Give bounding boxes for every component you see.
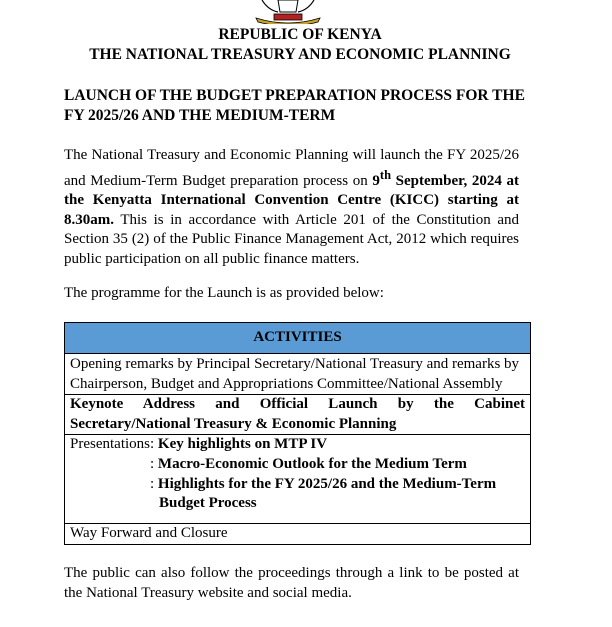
intro-text-2: This is in accordance with Article 201 of the Constitution and Section 35 (2) of the Public Finance Management Act, 2012 which requires public participation on all public finance matters.	[64, 211, 519, 267]
intro-text-1: The National Treasury and Economic Planning will launch the FY 2025/26 and Medium-Term Budget preparation process on	[64, 147, 519, 189]
presentation-item: Key highlights on MTP IV	[157, 436, 328, 453]
presentation-item: Highlights for the FY 2025/26 and the Medium-Term	[157, 475, 497, 492]
intro-paragraph	[64, 146, 519, 270]
coat-of-arms-emblem	[248, 0, 328, 24]
presentations-label: Presentations:	[70, 436, 158, 453]
table-row: Presentations: Key highlights on MTP IV : Macro-Economic Outlook for the Medium Term : Highlights for the FY 2025/26 and the Medium-Term Budget Process	[65, 435, 531, 524]
closing-paragraph: The public can also follow the proceedings through a link to be posted at the National Treasury website and social media.	[64, 565, 519, 601]
table-header: ACTIVITIES	[65, 323, 531, 354]
programme-intro: The programme for the Launch is as provided below:	[64, 285, 384, 301]
presentation-item-cont: Budget Process	[159, 495, 257, 512]
table-row: Way Forward and Closure	[65, 524, 531, 545]
presentation-item: Macro-Economic Outlook for the Medium Term	[157, 455, 467, 472]
header-ministry: THE NATIONAL TREASURY AND ECONOMIC PLANNING	[89, 46, 511, 63]
page-title: LAUNCH OF THE BUDGET PREPARATION PROCESS FOR THE FY 2025/26 AND THE MEDIUM-TERM	[64, 87, 525, 124]
table-row: Opening remarks by Principal Secretary/National Treasury and remarks by Chairperson, Budget and Appropriations Committee/National Assembly	[65, 354, 531, 395]
activities-table	[64, 322, 531, 545]
intro-date: 9th September, 2024 at the Kenyatta International Convention Centre (KICC) starting at 8.30am.	[64, 167, 519, 228]
table-row: Keynote Address and Official Launch by the Cabinet Secretary/National Treasury & Economic Planning	[65, 395, 531, 435]
header-republic: REPUBLIC OF KENYA	[218, 26, 382, 43]
